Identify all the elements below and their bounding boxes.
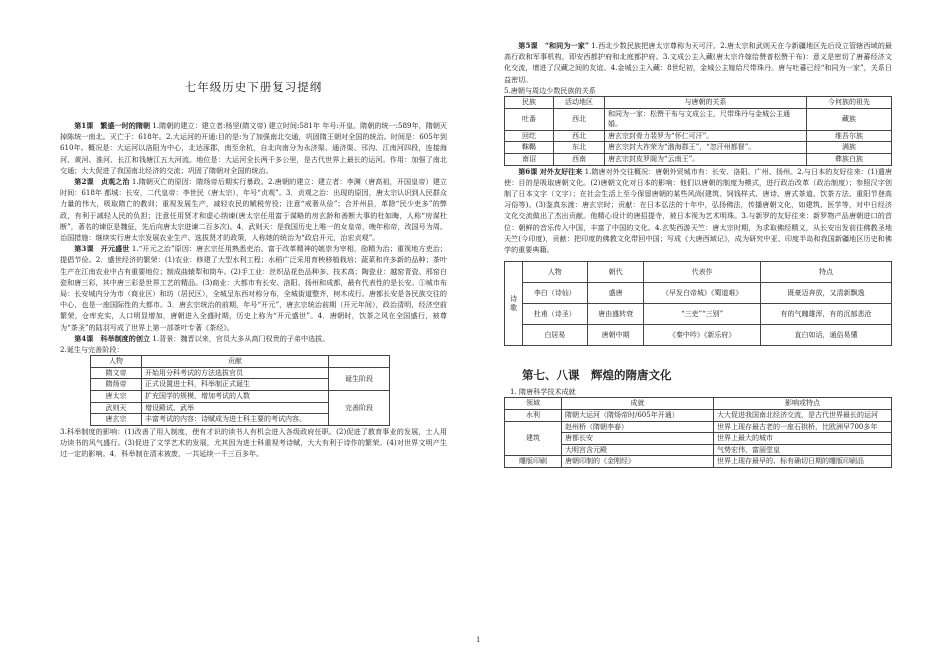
poetry-header-person: 人物 — [522, 262, 587, 283]
lesson-5-relations-title: 5.唐朝与周边少数民族的关系 — [504, 85, 596, 95]
table-row — [505, 444, 892, 456]
sci-impact: 世界上现存最古老的一座石拱桥，比欧洲早700多年 — [714, 421, 892, 433]
exam-contribution: 扩充国学的规模，增加考试的人数 — [142, 391, 329, 403]
table-row — [505, 433, 892, 445]
poetry-side-label: 诗歌 — [505, 262, 523, 346]
table-row — [91, 367, 390, 379]
poetry-table — [504, 261, 892, 346]
lesson-5 — [504, 40, 892, 85]
science-table — [504, 397, 892, 468]
poetry-header-feature: 特点 — [761, 262, 892, 283]
sci-impact: 大大促进我国南北经济交流，是古代世界最长的运河 — [714, 410, 892, 422]
lesson-4-body: 1.背景：魏晋以来，官员大多从高门权贵的子弟中选拔。 — [152, 333, 330, 343]
table-row — [505, 142, 892, 154]
table-row — [505, 325, 892, 346]
lesson-4 — [60, 333, 447, 344]
lesson-1-body: 1.隋朝的建立：建立者:杨坚(隋文帝) 建立时间:581年 年号:开皇。隋朝的统一:589年，隋朝灭掉陈统一南北。灭亡于：618年。2.大运河的开通:目的是:为了加强南北交通，巩固隋王朝对全国的统治。时间是：605年到610年。概况是：大运河以洛阳为中心，北达涿郡，南至余杭，自北向南分为永济渠、通济渠、邗沟、江南河四段，连接海河、黄河、淮河、长江和钱塘江五大河流。地位是：大运河全长两千多公里，是古代世界上最长的运河。作用：加强了南北交通；大大促进了我国南北经济的交流；巩固了隋朝对全国的统治。 — [60, 121, 448, 175]
lesson-3-heading: 第3课 开元盛世 — [74, 244, 130, 254]
sci-achievement: 大明宫含元殿 — [562, 444, 714, 456]
exam-person: 隋炀帝 — [91, 379, 142, 391]
poetry-person: 白居易 — [522, 325, 587, 346]
table-row — [505, 410, 892, 422]
ethnic-people: 南诏 — [505, 153, 554, 165]
exam-contribution: 丰富考试的内容：诗赋成为进士科主要的考试内容。 — [142, 414, 329, 426]
sci-achievement: 赵州桥（隋朝李春） — [562, 421, 714, 433]
exam-header-stage — [329, 356, 390, 368]
ethnic-ancestor: 满族 — [807, 142, 892, 154]
exam-contribution: 正式设置进士科，科举制正式诞生 — [142, 379, 329, 391]
ethnic-region: 西南 — [554, 153, 605, 165]
exam-table — [90, 355, 390, 426]
exam-contribution: 开始用分科考试的方法选拔官员 — [142, 367, 329, 379]
exam-header-contribution: 贡献 — [142, 356, 329, 368]
ethnic-region: 东北 — [554, 142, 605, 154]
sci-achievement: 唐朝印制的《金刚经》 — [562, 456, 714, 468]
ethnic-people: 靺鞨 — [505, 142, 554, 154]
lesson-3 — [60, 243, 447, 333]
poetry-feature: 有的气魄雄浑，有的沉郁悲沧 — [761, 304, 892, 325]
table-row — [505, 108, 892, 130]
sci-impact: 世界上最大的城市 — [714, 433, 892, 445]
sci-achievement: 唐都长安 — [562, 433, 714, 445]
lesson-4-impact: 3.科举制度的影响：(1)改善了用人制度，使有才识的读书人有机会进入各级政府任职。(2)促进了教育事业的发展，士人用功读书的风气盛行。(3)促进了文学艺术的发展，尤其因为进士科重视考诗赋，大大有利于诗作的繁荣。(4)对世界文明产生过一定的影响。4．科举制在清末被废，一共延续一千三百多年。 — [60, 426, 447, 459]
table-row — [505, 304, 892, 325]
ethnic-region: 西北 — [554, 108, 605, 130]
sci-impact: 气势宏伟，富丽堂皇 — [714, 444, 892, 456]
lesson-3-body: 1.“开元之治”原因：唐玄宗任用熟悉吏治、富于改革精神的姚崇为宰相，励精为治；重视地方吏治；提倡节俭。2．盛世经济的繁荣：(1)农业：修建了大型水利工程；水稻广泛采用育秧移植栽培；蔬菜和许多新的品种；茶叶生产在江南农业中占有重要地位；制成曲辕犁和筒车。(2)手工业：丝织品花色品种多、技术高；陶瓷业：越窑青瓷、邢窑白瓷和唐三彩，其中唐三彩是世界工艺的精品。(3)商业：大都市有长安、洛阳、扬州和成都，最有代表性的是长安。①城市布局：长安城内分为市（商业区）和坊（居民区），全城呈东西对称分布，全城街道整齐，树木成行。唐都长安是各民族交往的中心，也是一座国际性的大都市。3．唐玄宗统治的前期，年号“开元”，唐玄宗统治前期（开元年间），政治清明，经济空前繁荣，仓库充实，人口明显增加，唐朝进入全盛时期，历史上称为“开元盛世”。4．唐朝时，饮茶之风在全国盛行，被尊为“茶圣”的陆羽写成了世界上第一部茶叶专著《茶经》。 — [60, 244, 448, 332]
poetry-dynasty: 唐朝中期 — [588, 325, 644, 346]
sci-achievement: 隋朝大运河（隋炀帝时/605年开通） — [562, 410, 714, 422]
sci-field-architecture: 建筑 — [505, 421, 562, 456]
document-title: 七年级历史下册复习提纲 — [184, 80, 323, 94]
lesson-2 — [60, 176, 447, 243]
exam-person: 唐太宗 — [91, 391, 142, 403]
ethnic-relation: 唐玄宗封皮罗阁为“云南王”。 — [605, 153, 807, 165]
sci-field-printing: 雕版印刷 — [505, 456, 562, 468]
ethnic-header-region: 活动地区 — [554, 97, 605, 109]
poetry-header-works: 代表作 — [644, 262, 761, 283]
lesson-2-body: 1.隋朝灭亡的原因：隋炀帝后期实行暴政。2.唐朝的建立：建立者：李渊（唐高祖，开国皇帝）建立时间：618年 都城：长安，二代皇帝：李世民（唐太宗），年号“贞观”。3．贞观之治：出现的原因，唐太宗认识到人民群众力量的伟大，吸取隋亡的教训；重视发展生产，减轻农民的赋税劳役；注意“戒奢从俭”；合并州县，革除“民少吏多”的弊政，有利于减轻人民的负担；注意任用贤才和虚心纳谏(唐太宗任用富于谋略的房玄龄和善断大事的杜如晦，人称“房谋杜断”，著名的谏臣是魏征，先后向唐太宗进谏二百多次)。4．武则天：是我国历史上唯一的女皇帝，晚年称帝，改国号为周。治国措施：继续实行唐太宗发展农业生产、选拔贤才的政策，人称她的统治为“政启开元，治宏贞观”。 — [60, 177, 447, 243]
lesson-1-heading: 第1课 繁盛一时的隋朝 — [74, 121, 151, 130]
poetry-feature: 直白如话，通俗易懂 — [761, 325, 892, 346]
table-row — [505, 456, 892, 468]
table-row — [505, 283, 892, 304]
sci-header-impact: 影响或特点 — [714, 398, 892, 410]
lesson-6-heading: 第6课 对外友好往来 — [518, 166, 583, 176]
ethnic-relation: 唐玄宗封骨力裴罗为“怀仁可汗”。 — [605, 130, 807, 142]
lesson-5-body: 1.西北少数民族把唐太宗尊称为天可汗。2.唐太宗和武则天在今新疆地区先后设立管辖西域的最高行政和军事机构，即安西都护府和北庭都护府。3.文成公主入藏(唐太宗许嫁给赞普松赞干布)：意义是密切了唐蕃经济文化交流，增进了汉藏之间的友谊。4.金城公主入藏：8世纪初，金城公主嫁给尺带珠丹。唐与吐蕃已经“和同为一家”，关系日益密切。 — [504, 41, 892, 84]
table-row — [91, 391, 390, 403]
right-column — [504, 40, 892, 468]
exam-contribution: 增设殿试、武举 — [142, 402, 329, 414]
section-title: 第七、八课 辉煌的隋唐文化 — [522, 368, 672, 383]
lesson-6 — [504, 166, 892, 256]
lesson-1 — [60, 120, 447, 176]
sci-impact: 世界上现存最早的、标有确切日期的雕版印刷品 — [714, 456, 892, 468]
ethnic-people: 回纥 — [505, 130, 554, 142]
sci-header-achievement: 成就 — [562, 398, 714, 410]
exam-person: 武则天 — [91, 402, 142, 414]
ethnic-ancestor: 彝族白族 — [807, 153, 892, 165]
ethnic-ancestor: 维吾尔族 — [807, 130, 892, 142]
ethnic-region: 西北 — [554, 130, 605, 142]
poetry-person: 杜甫（诗圣） — [522, 304, 587, 325]
sci-field-water: 水利 — [505, 410, 562, 422]
ethnic-relation: 和同为一家：松赞干布与文成公主，尺带珠丹与金城公主通婚。 — [605, 108, 807, 130]
table-row — [505, 130, 892, 142]
ethnic-header-people: 民族 — [505, 97, 554, 109]
poetry-person: 李白（诗仙） — [522, 283, 587, 304]
section-subtitle: 1. 隋唐科学技术成就 — [510, 387, 576, 397]
left-column — [60, 120, 447, 459]
exam-person: 唐玄宗 — [91, 414, 142, 426]
lesson-2-heading: 第2课 贞观之治 — [74, 177, 130, 187]
sci-header-field: 领域 — [505, 398, 562, 410]
ethnic-table — [504, 96, 892, 166]
poetry-works: 《秦中吟》《新乐府》 — [644, 325, 761, 346]
lesson-4-heading: 第4课 科举制度的创立 — [74, 333, 151, 343]
exam-header-person: 人物 — [91, 356, 142, 368]
lesson-5-heading: 第5课 “和同为一家” — [518, 41, 589, 50]
poetry-dynasty: 盛唐 — [588, 283, 644, 304]
exam-person: 隋文帝 — [91, 367, 142, 379]
lesson-6-body: 1.隋唐对外交往概况：唐朝外贸城市有：长安、洛阳、广州、扬州。2.与日本的友好往来：(1)遣唐使：目的是吸取唐朝文化。(2)唐朝文化对日本的影响：他们以唐朝的制度为模式，进行政治改革（政治制度）；参照汉字创制了日本文字（文字）；在社会生活上至今保留唐朝的某些风尚(建筑、饲钱样式、唐诗、唐式茶道、饮茶方法、重阳节登高习俗等)。(3)鉴真东渡：唐玄宗时；贡献：在日本弘法的十年中，弘扬佛法，传播唐朝文化，如建筑、医学等，对中日经济文化交流做出了杰出贡献。他精心设计的唐招提寺，被日本视为艺术明珠。3.与新罗的友好往来：新罗物产品唐朝进口的首位：朝鲜的音乐传入中国，丰富了中国的文化。4.玄奘西游天竺：唐太宗时期，为求取佛经精义，从长安出发前往佛教圣地天竺(今印度)，贡献：把印度的佛教文化带回中国；写成《大唐西域记》，成为研究中亚、印度半岛和我国新疆地区历史和佛学的重要典籍。 — [504, 166, 892, 254]
poetry-feature: 既豪迈奔放，又清新飘逸 — [761, 283, 892, 304]
poetry-header-dynasty: 朝代 — [588, 262, 644, 283]
ethnic-header-relation: 与唐朝的关系 — [605, 97, 807, 109]
poetry-works: “三吏”“三别” — [644, 304, 761, 325]
table-row — [505, 153, 892, 165]
poetry-dynasty: 唐由盛转衰 — [588, 304, 644, 325]
exam-stage-birth: 诞生阶段 — [329, 367, 390, 390]
ethnic-people: 吐番 — [505, 108, 554, 130]
table-row — [505, 421, 892, 433]
ethnic-ancestor: 藏族 — [807, 108, 892, 130]
exam-stage-perfect: 完善阶段 — [329, 391, 390, 426]
ethnic-header-ancestor: 今何族的祖先 — [807, 97, 892, 109]
lesson-4-stage-intro: 2.诞生与完善阶段： — [60, 345, 124, 355]
poetry-works: 《早发白帝城》《蜀道难》 — [644, 283, 761, 304]
ethnic-relation: 唐玄宗封大祚荣为“渤海郡王”，“忽汗州都督”。 — [605, 142, 807, 154]
page-number: 1 — [476, 636, 481, 644]
